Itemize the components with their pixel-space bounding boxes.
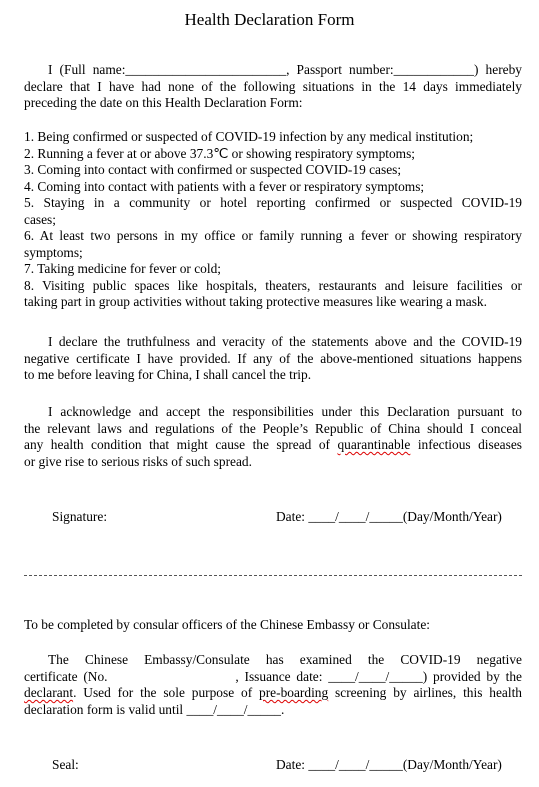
list-item-continuation: symptoms; (24, 244, 83, 260)
spellcheck-word: declarant (24, 685, 74, 700)
seal-date[interactable]: Date: ____/____/_____(Day/Month/Year) (276, 757, 502, 772)
consular-paragraph: The Chinese Embassy/Consulate has examined the COVID-19 negative certificate (No. , Issuance date: ____/____/_____) provided by the declarant. Used for the sole purpose of pre-boarding screening by airlines, this health declaration form is valid until ____/____/_____. (24, 652, 522, 717)
list-item: 2. Running a fever at or above 37.3℃ or showing respiratory symptoms; (24, 145, 416, 161)
list-item: 1. Being confirmed or suspected of COVID-19 infection by any medical institution; (24, 129, 474, 144)
list-item: 5. Staying in a community or hotel reporting confirmed or suspected COVID-19 (24, 195, 522, 210)
intro-line-3: preceding the date on this Health Declaration Form: (24, 95, 303, 110)
intro-paragraph (24, 62, 522, 112)
truthfulness-paragraph: I declare the truthfulness and veracity of the statements above and the COVID-19 negative certificate I have provided. If any of the above-mentioned situations happens to me before leaving for China, I shall cancel the trip. (24, 334, 522, 382)
list-item: 7. Taking medicine for fever or cold; (24, 261, 222, 276)
list-item: 3. Coming into contact with confirmed or suspected COVID-19 cases; (24, 162, 402, 177)
signature-label: Signature: (52, 509, 108, 524)
spellcheck-word: pre-boarding (259, 685, 329, 700)
intro-line-2: declare that I have had none of the following situations in the 14 days immediately (24, 78, 522, 94)
list-item-continuation: taking part in group activities without taking protective measures like wearing a mask. (24, 294, 487, 309)
passport-number-blank[interactable]: ____________ (393, 62, 474, 77)
list-item: 8. Visiting public spaces like hospitals, theaters, restaurants and leisure facilities or (24, 277, 522, 293)
section-divider (24, 575, 522, 576)
list-item: 6. At least two persons in my office or family running a fever or showing respiratory (24, 228, 522, 243)
form-title: Health Declaration Form (184, 10, 355, 29)
consular-heading: To be completed by consular officers of the Chinese Embassy or Consulate: (24, 617, 431, 632)
seal-label: Seal: (52, 757, 79, 772)
list-item: 4. Coming into contact with patients with a fever or respiratory symptoms; (24, 178, 425, 194)
spellcheck-word: quarantinable (337, 437, 411, 452)
full-name-blank[interactable]: ________________________ (125, 62, 287, 77)
signature-date[interactable]: Date: ____/____/_____(Day/Month/Year) (276, 509, 502, 524)
intro-line-1: I (Full name:________________________, Passport number:____________) hereby (48, 62, 522, 77)
list-item-continuation: cases; (24, 211, 56, 227)
situations-list (24, 129, 522, 311)
responsibilities-paragraph: I acknowledge and accept the responsibilities under this Declaration pursuant to the relevant laws and regulations of the People’s Republic of China should I conceal any health condition that might cause the spread of quarantinable infectious diseases or give rise to serious risks of such spread. (24, 404, 522, 469)
